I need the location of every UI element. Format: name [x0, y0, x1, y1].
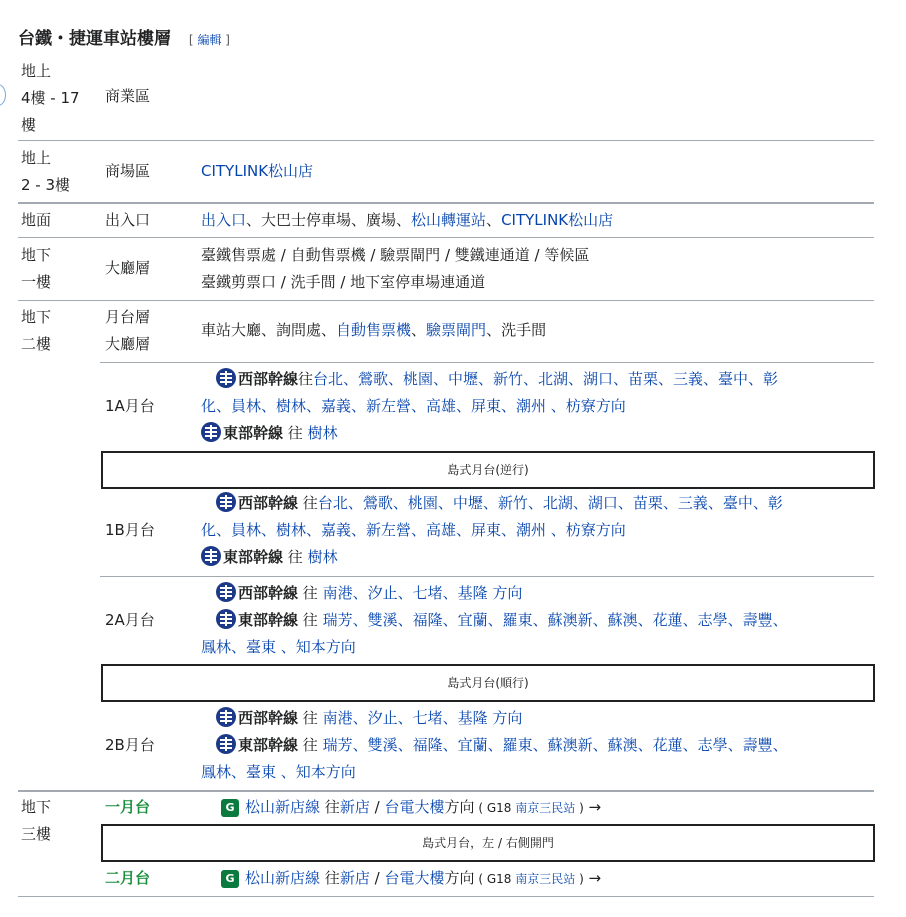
island-platform-doors: 島式月台，左 / 右側開門: [101, 824, 875, 862]
section-heading: [18, 24, 230, 49]
area-label: 商場區: [105, 162, 151, 180]
divider: [18, 896, 874, 897]
platform-label: 2A月台: [105, 611, 155, 629]
island-platform-forward: 島式月台(順行): [101, 664, 875, 702]
platform-1a-content: 西部幹線往台北、鶯歌、桃園、中壢、新竹、北湖、湖口、苗栗、三義、臺中、彰 化、員林、樹林、嘉義、新左營、高雄、屏東、潮州 、枋寮方向 東部幹線 往 樹林: [201, 366, 861, 447]
songshan-bus-link[interactable]: 松山轉運站: [411, 211, 487, 229]
platform-label-1: 一月台: [105, 798, 151, 816]
area-label: 出入口: [105, 211, 151, 229]
gate-link[interactable]: 驗票閘門: [426, 321, 487, 339]
row-2f-3f: [18, 145, 874, 201]
tra-logo-icon: [201, 422, 221, 442]
divider: [18, 140, 874, 141]
east-stops-link[interactable]: 瑞芳、雙溪、福隆、宜蘭、羅東、蘇澳新、蘇澳、花蓮、志學、壽豐、: [322, 736, 788, 754]
platform-2a-content: 西部幹線 往 南港、汐止、七堵、基隆 方向 東部幹線 往 瑞芳、雙溪、福隆、宜蘭、羅東、蘇澳新、蘇澳、花蓮、志學、壽豐、 鳳林、臺東 、知本方向: [201, 580, 861, 661]
ticket-machine-link[interactable]: 自動售票機: [336, 321, 412, 339]
divider: [100, 362, 874, 363]
floor-label: 地下 二樓: [21, 308, 52, 353]
next-station-link[interactable]: 南京三民站: [515, 801, 576, 815]
citylink-link[interactable]: CITYLINK松山店: [501, 211, 614, 229]
area-label: 商業區: [105, 87, 151, 105]
citylink-link[interactable]: CITYLINK松山店: [201, 162, 314, 180]
row-ground: [18, 207, 874, 235]
west-stops-link[interactable]: 台北、鶯歌、桃園、中壢、新竹、北湖、湖口、苗栗、三義、臺中、彰: [317, 494, 783, 512]
east-stops-link-2[interactable]: 鳳林、臺東 、知本方向: [201, 763, 356, 781]
west-stops-link[interactable]: 南港、汐止、七堵、基隆 方向: [322, 709, 523, 727]
island-platform-reverse: 島式月台(逆行): [101, 451, 875, 489]
exit-link[interactable]: 出入口: [201, 211, 247, 229]
tra-logo-icon: [216, 368, 236, 388]
ground-content: 出入口、大巴士停車場、廣場、松山轉運站、CITYLINK松山店: [201, 211, 614, 229]
next-station-link[interactable]: 南京三民站: [515, 872, 576, 886]
west-stops-link[interactable]: 南港、汐止、七堵、基隆 方向: [322, 584, 523, 602]
west-stops-link-2[interactable]: 化、員林、樹林、嘉義、新左營、高雄、屏東、潮州 、枋寮方向: [201, 397, 626, 415]
platform-label: 1B月台: [105, 521, 155, 539]
platform-2b: [18, 705, 874, 787]
tra-logo-icon: [216, 582, 236, 602]
platform-label: 1A月台: [105, 397, 155, 415]
platform-label: 2B月台: [105, 736, 155, 754]
b1-content: 臺鐵售票處 / 自動售票機 / 驗票閘門 / 雙鐵連通道 / 等候區 臺鐵剪票口 / 洗手間 / 地下室停車場連通道: [201, 246, 590, 291]
divider: [18, 202, 874, 204]
platform-2b-content: 西部幹線 往 南港、汐止、七堵、基隆 方向 東部幹線 往 瑞芳、雙溪、福隆、宜蘭、羅東、蘇澳新、蘇澳、花蓮、志學、壽豐、 鳳林、臺東 、知本方向: [201, 705, 861, 786]
divider: [18, 790, 874, 792]
xindian-link[interactable]: 新店: [339, 798, 370, 816]
tra-logo-icon: [216, 734, 236, 754]
east-stops-link[interactable]: 樹林: [307, 548, 338, 566]
east-stops-link[interactable]: 樹林: [307, 424, 338, 442]
tra-logo-icon: [216, 609, 236, 629]
songshan-xindian-line-link[interactable]: 松山新店線: [245, 798, 321, 816]
floor-label: 地下 三樓: [21, 798, 52, 843]
platform-2a: [18, 580, 874, 662]
row-b2: [18, 304, 874, 360]
floor-label: 地上 4樓 - 17 樓: [21, 62, 80, 134]
row-b1: [18, 242, 874, 298]
platform-label-2: 二月台: [105, 869, 151, 887]
taipower-link[interactable]: 台電大樓: [384, 869, 445, 887]
row-b3: [18, 794, 874, 894]
songshan-xindian-line-link[interactable]: 松山新店線: [245, 869, 321, 887]
area-label: 大廳層: [105, 259, 151, 277]
east-stops-link[interactable]: 瑞芳、雙溪、福隆、宜蘭、羅東、蘇澳新、蘇澳、花蓮、志學、壽豐、: [322, 611, 788, 629]
green-line-badge-icon: G: [221, 870, 239, 888]
platform-1a: [18, 366, 874, 448]
left-edge-indicator: [0, 84, 6, 106]
row-4f-17f: [18, 58, 874, 140]
page-title: 台鐵・捷運車站樓層: [18, 29, 171, 49]
floor-label: 地面: [21, 211, 52, 229]
divider: [100, 576, 874, 577]
green-line-badge-icon: G: [221, 799, 239, 817]
west-stops-link[interactable]: 台北、鶯歌、桃園、中壢、新竹、北湖、湖口、苗栗、三義、臺中、彰: [313, 370, 779, 388]
divider: [18, 300, 874, 301]
east-stops-link-2[interactable]: 鳳林、臺東 、知本方向: [201, 638, 356, 656]
divider: [18, 237, 874, 238]
tra-logo-icon: [201, 546, 221, 566]
mrt-line-2: G 松山新店線 往新店 / 台電大樓方向 ( G18 南京三民站 ) →: [221, 865, 881, 893]
west-stops-link-2[interactable]: 化、員林、樹林、嘉義、新左營、高雄、屏東、潮州 、枋寮方向: [201, 521, 626, 539]
taipower-link[interactable]: 台電大樓: [384, 798, 445, 816]
floor-label: 地上 2 - 3樓: [21, 149, 71, 194]
edit-section: [ 編輯 ]: [188, 33, 230, 47]
floor-label: 地下 一樓: [21, 246, 52, 291]
tra-logo-icon: [216, 707, 236, 727]
edit-link[interactable]: 編輯: [197, 33, 222, 47]
xindian-link[interactable]: 新店: [339, 869, 370, 887]
tra-logo-icon: [216, 492, 236, 512]
area-label: 月台層 大廳層: [105, 308, 151, 353]
mrt-line-1: G 松山新店線 往新店 / 台電大樓方向 ( G18 南京三民站 ) →: [221, 794, 881, 822]
b2-content: 車站大廳、詢問處、自動售票機、驗票閘門、洗手間: [201, 321, 547, 339]
platform-1b: [18, 490, 874, 572]
platform-1b-content: 西部幹線 往台北、鶯歌、桃園、中壢、新竹、北湖、湖口、苗栗、三義、臺中、彰 化、員林、樹林、嘉義、新左營、高雄、屏東、潮州 、枋寮方向 東部幹線 往 樹林: [201, 490, 861, 571]
